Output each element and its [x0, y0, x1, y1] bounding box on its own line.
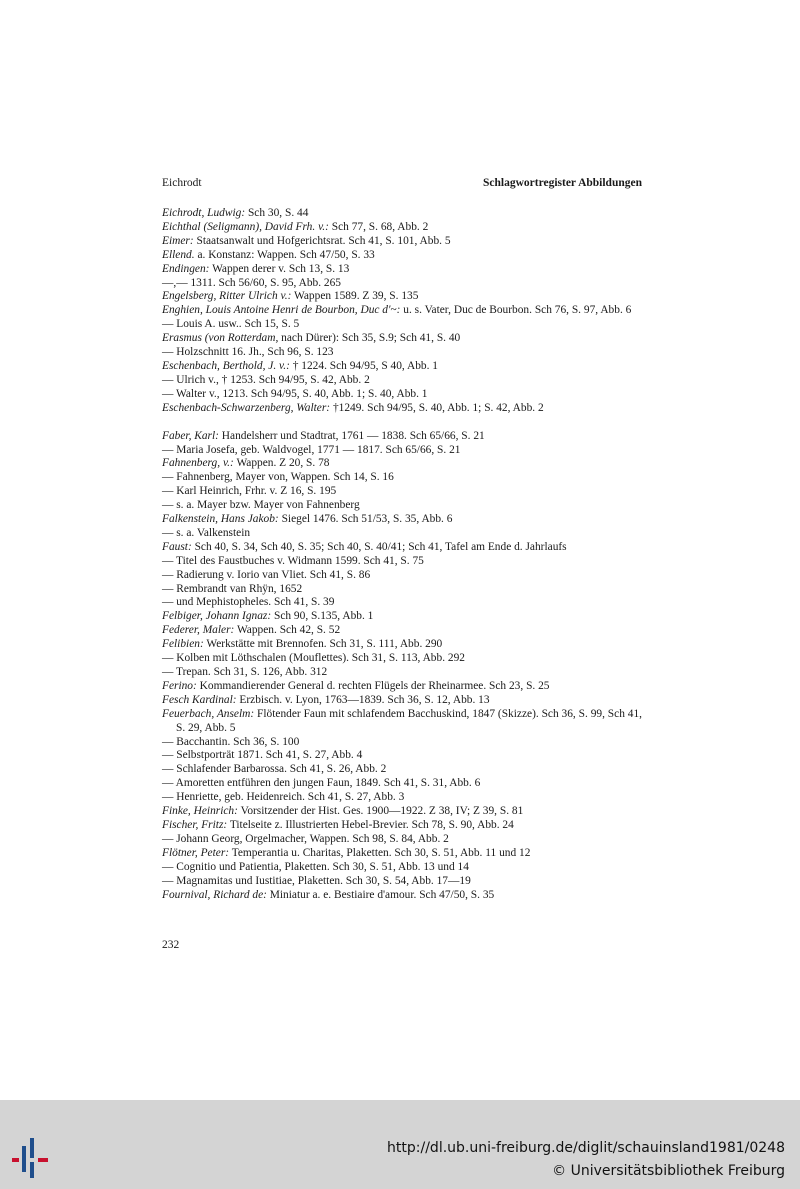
entry-text: Werkstätte mit Brennofen. Sch 31, S. 111, Abb. 290: [203, 638, 443, 651]
entry-text: † 1224. Sch 94/95, S 40, Abb. 1: [289, 359, 438, 372]
entry-text: Flötender Faun mit schlafendem Bacchuskind, 1847 (Skizze). Sch 36, S. 99, Sch 41, S. 29, Abb. 5: [176, 707, 643, 734]
entry-text: nach Dürer): Sch 35, S.9; Sch 41, S. 40: [278, 332, 461, 345]
entry-text: Siegel 1476. Sch 51/53, S. 35, Abb. 6: [278, 513, 453, 526]
footer-bar: [0, 1100, 800, 1189]
index-entries: [162, 207, 642, 902]
entry-text: Erzbisch. v. Lyon, 1763—1839. Sch 36, S. 12, Abb. 13: [236, 693, 490, 706]
entry-headword: Ellend.: [162, 248, 195, 261]
entry-text: Handelsherr und Stadtrat, 1761 — 1838. Sch 65/66, S. 21: [218, 429, 485, 442]
entry-text: Miniatur a. e. Bestiaire d'amour. Sch 47/50, S. 35: [266, 888, 495, 901]
entry-text: — Walter v., 1213. Sch 94/95, S. 40, Abb. 1; S. 40, Abb. 1: [162, 387, 428, 400]
ub-freiburg-logo-icon: [12, 1138, 52, 1178]
index-entry: [162, 485, 642, 499]
index-entry: [162, 736, 642, 750]
entry-headword: Flötner, Peter:: [162, 846, 230, 859]
index-entry: [162, 583, 642, 597]
index-entry: [162, 652, 642, 666]
entry-text: Titelseite z. Illustrierten Hebel-Brevier. Sch 78, S. 90, Abb. 24: [227, 818, 514, 831]
entry-text: — und Mephistopheles. Sch 41, S. 39: [162, 596, 335, 609]
index-entry: [162, 304, 642, 318]
entry-text: — Kolben mit Löthschalen (Mouflettes). Sch 31, S. 113, Abb. 292: [162, 652, 465, 665]
entry-text: Sch 90, S.135, Abb. 1: [271, 610, 374, 623]
entry-text: — Johann Georg, Orgelmacher, Wappen. Sch 98, S. 84, Abb. 2: [162, 832, 449, 845]
entry-headword: Fischer, Fritz:: [162, 818, 228, 831]
entry-text: — s. a. Mayer bzw. Mayer von Fahnenberg: [162, 499, 360, 512]
entry-text: — s. a. Valkenstein: [162, 526, 251, 539]
entry-text: Wappen. Sch 42, S. 52: [234, 624, 341, 637]
entry-text: — Maria Josefa, geb. Waldvogel, 1771 — 1817. Sch 65/66, S. 21: [162, 443, 461, 456]
index-entry: [162, 555, 642, 569]
index-entry: [162, 596, 642, 610]
entry-text: — Bacchantin. Sch 36, S. 100: [162, 735, 300, 748]
index-entry: [162, 847, 642, 861]
entry-text: Vorsitzender der Hist. Ges. 1900—1922. Z 38, IV; Z 39, S. 81: [237, 805, 524, 818]
entry-headword: Eschenbach-Schwarzenberg, Walter:: [162, 401, 331, 414]
index-entry: [162, 332, 642, 346]
index-entry: [162, 235, 642, 249]
entry-headword: Enghien, Louis Antoine Henri de Bourbon, Duc d'~:: [162, 304, 401, 317]
index-entry: [162, 763, 642, 777]
index-entry: [162, 207, 642, 221]
entry-text: — Fahnenberg, Mayer von, Wappen. Sch 14, S. 16: [162, 471, 394, 484]
source-url-link[interactable]: http://dl.ub.uni-freiburg.de/diglit/schauinsland1981/0248: [387, 1140, 785, 1156]
entry-text: Wappen derer v. Sch 13, S. 13: [209, 262, 350, 275]
index-entry: [162, 777, 642, 791]
index-entry: [162, 708, 642, 736]
index-entry: [162, 791, 642, 805]
entry-text: — Trepan. Sch 31, S. 126, Abb. 312: [162, 666, 328, 678]
index-entry: [162, 680, 642, 694]
index-entry: [162, 833, 642, 847]
entry-headword: Eimer:: [162, 234, 194, 247]
entry-headword: Eschenbach, Berthold, J. v.:: [162, 359, 290, 372]
entry-text: — Radierung v. Iorio van Vliet. Sch 41, S. 86: [162, 568, 371, 581]
index-entry: [162, 290, 642, 304]
entry-text: Staatsanwalt und Hofgerichtsrat. Sch 41, S. 101, Abb. 5: [193, 234, 451, 247]
index-entry: [162, 694, 642, 708]
entry-headword: Eichrodt, Ludwig:: [162, 207, 246, 219]
index-entry: [162, 624, 642, 638]
index-entry: [162, 221, 642, 235]
entry-headword: Federer, Maler:: [162, 624, 235, 637]
entry-text: †1249. Sch 94/95, S. 40, Abb. 1; S. 42, Abb. 2: [330, 401, 544, 414]
index-entry: [162, 457, 642, 471]
entry-text: — Cognitio und Patientia, Plaketten. Sch 30, S. 51, Abb. 13 und 14: [162, 860, 469, 873]
index-entry: [162, 541, 642, 555]
entry-text: Sch 30, S. 44: [245, 207, 309, 219]
index-entry: [162, 263, 642, 277]
index-entry: [162, 749, 642, 763]
index-entry: [162, 277, 642, 291]
entry-text: Wappen 1589. Z 39, S. 135: [291, 290, 419, 303]
entry-text: a. Konstanz: Wappen. Sch 47/50, S. 33: [194, 248, 375, 261]
entry-headword: Engelsberg, Ritter Ulrich v.:: [162, 290, 292, 303]
entry-text: u. s. Vater, Duc de Bourbon. Sch 76, S. 97, Abb. 6: [400, 304, 632, 317]
index-entry: [162, 513, 642, 527]
copyright-notice: © Universitätsbibliothek Freiburg: [552, 1163, 785, 1179]
running-head-right: Schlagwortregister Abbildungen: [483, 177, 642, 189]
page-number: 232: [162, 939, 180, 951]
index-entry: [162, 402, 642, 416]
running-head: [162, 177, 642, 191]
entry-text: Kommandierender General d. rechten Flügels der Rheinarmee. Sch 23, S. 25: [196, 679, 550, 692]
index-entry: [162, 527, 642, 541]
entry-text: Sch 77, S. 68, Abb. 2: [328, 220, 429, 233]
index-entry: [162, 861, 642, 875]
entry-headword: Faber, Karl:: [162, 429, 219, 442]
entry-text: — Holzschnitt 16. Jh., Sch 96, S. 123: [162, 346, 334, 359]
entry-text: — Titel des Faustbuches v. Widmann 1599. Sch 41, S. 75: [162, 554, 424, 567]
index-entry: [162, 444, 642, 458]
entry-headword: Feuerbach, Anselm:: [162, 707, 255, 720]
entry-text: — Ulrich v., † 1253. Sch 94/95, S. 42, Abb. 2: [162, 373, 370, 386]
entry-text: — Rembrandt van Rhÿn, 1652: [162, 582, 303, 595]
entry-text: Temperantia u. Charitas, Plaketten. Sch 30, S. 51, Abb. 11 und 12: [229, 846, 531, 859]
entry-headword: Eichthal (Seligmann), David Frh. v.:: [162, 220, 329, 233]
index-entry: [162, 569, 642, 583]
index-entry: [162, 249, 642, 263]
index-entry: [162, 638, 642, 652]
entry-text: — Amoretten entführen den jungen Faun, 1849. Sch 41, S. 31, Abb. 6: [162, 777, 481, 790]
entry-headword: Endingen:: [162, 262, 210, 275]
index-entry: [162, 430, 642, 444]
index-entry: [162, 875, 642, 889]
entry-text: — Schlafender Barbarossa. Sch 41, S. 26, Abb. 2: [162, 763, 387, 776]
index-entry: [162, 610, 642, 624]
entry-headword: Felbiger, Johann Ignaz:: [162, 610, 272, 623]
index-entry: [162, 374, 642, 388]
index-entry: [162, 805, 642, 819]
entry-headword: Felibien:: [162, 638, 204, 651]
entry-text: — Karl Heinrich, Frhr. v. Z 16, S. 195: [162, 485, 337, 498]
index-entry: [162, 666, 642, 680]
entry-headword: Erasmus (von Rotterdam,: [162, 332, 279, 345]
index-entry: [162, 499, 642, 513]
section-gap: [162, 416, 642, 430]
entry-text: — Selbstporträt 1871. Sch 41, S. 27, Abb. 4: [162, 749, 363, 762]
index-entry: [162, 471, 642, 485]
entry-text: — Louis A. usw.. Sch 15, S. 5: [162, 318, 300, 331]
index-entry: [162, 318, 642, 332]
running-head-left: Eichrodt: [162, 177, 202, 189]
entry-headword: Finke, Heinrich:: [162, 805, 238, 818]
entry-headword: Faust:: [162, 540, 192, 553]
entry-text: —,— 1311. Sch 56/60, S. 95, Abb. 265: [162, 276, 341, 289]
entry-text: Wappen. Z 20, S. 78: [233, 457, 330, 470]
index-entry: [162, 819, 642, 833]
entry-headword: Ferino:: [162, 679, 197, 692]
index-entry: [162, 388, 642, 402]
entry-text: — Magnamitas und Iustitiae, Plaketten. Sch 30, S. 54, Abb. 17—19: [162, 874, 471, 887]
index-entry: [162, 360, 642, 374]
entry-headword: Fahnenberg, v.:: [162, 457, 234, 470]
index-entry: [162, 889, 642, 903]
entry-text: — Henriette, geb. Heidenreich. Sch 41, S. 27, Abb. 3: [162, 791, 405, 804]
entry-headword: Fournival, Richard de:: [162, 888, 267, 901]
index-entry: [162, 346, 642, 360]
entry-text: Sch 40, S. 34, Sch 40, S. 35; Sch 40, S. 40/41; Sch 41, Tafel am Ende d. Jahrlaufs: [191, 540, 567, 553]
entry-headword: Falkenstein, Hans Jakob:: [162, 513, 279, 526]
entry-headword: Fesch Kardinal:: [162, 693, 237, 706]
